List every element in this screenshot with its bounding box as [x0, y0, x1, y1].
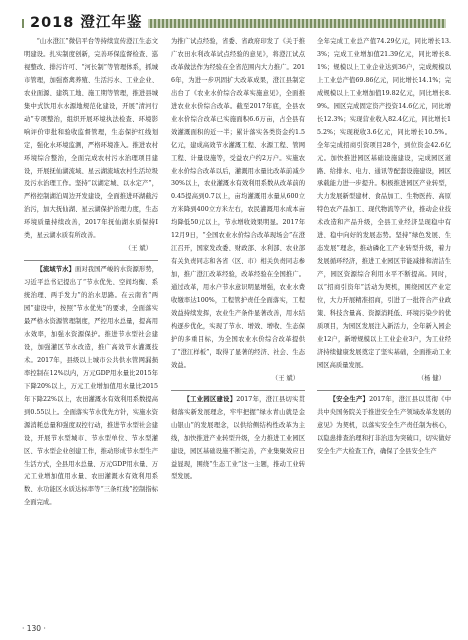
- yearbook-title: 2018 澄江年鉴: [24, 11, 148, 32]
- section-divider: [317, 390, 451, 391]
- section-divider: [171, 390, 305, 391]
- article-paragraph: [24, 264, 158, 510]
- page-number: · 130 ·: [22, 624, 46, 633]
- article-paragraph: “山水澄江”微信平台等持续宣传澄江生态文明建设。扎实制度创新，完善环保监督检查、巡视整改、排污许可、“河长制”等管理体系，抓城市管理，加强畜禽养殖、生活污水、工业企业、农业面源、建筑工地、施工期等管理，推进县城集中式饮用水水源地规范化建设，开展“清河行动”专项整治，组织开展环境执法检查、环境影响评价审批和验收监督管理，生态保护红线划定，强化水环境监测，严格环境准入。推进农村环境综合整治，全面完成农村污水治理项目建设，开展抚仙湖流域、星云湖流域农村生活垃圾及污水治理工作。坚持“以湖定城、以水定产”，严格控制湖泊周边开发建设，全面推进环湖截污治污，加大抚仙湖、星云湖保护治理力度，生态环境质量持续改善，2017年抚仙湖水质保持Ⅰ类，星云湖水质有所改善。: [24, 38, 158, 240]
- column-2: [171, 36, 305, 484]
- article-paragraph: 为推广试点经验，省委、省政府印发了《关于推广农田水利改革试点经验的意见》，将澄江试点改革做法作为经验在全省范围内大力推广。2016年，为进一步巩固扩大改革成果，澄江县制定出台了《农业水价综合改革实施意见》，全面推进农业水价综合改革。截至2017年底，全县农业水价综合改革已实施面积6.6万亩，占全县有效灌溉面积的近一半；累计落实各类资金约1.5亿元，建成高效节水灌溉工程、水源工程、管网工程、计量设施等，受益农户约2万户。实施农业水价综合改革以后，灌溉用水量比改革前减少30%以上，农业灌溉水有效利用系数从改革前的0.45提高到0.7以上，亩均灌溉用水量从600立方米降到400立方米左右，农民灌溉用水成本亩均降低50元以上，节水增收效果明显。2017年12月9日，“全国农业水价综合改革现场会”在澄江召开，国家发改委、财政部、水利部、农业部有关负责同志和各省（区、市）相关负责同志参加，推广澄江改革经验，改革经验在全国推广。通过改革，用水户节水意识明显增强，农业水费收缴率达100%，工程管护责任全面落实，工程效益持续发挥，农业生产条件显著改善，用水结构逐步优化，实现了节水、增效、增收、生态保护的多重目标，为全国农业水价综合改革提供了“澄江样板”，取得了显著的经济、社会、生态效益。: [171, 38, 305, 369]
- section-body: 2017年，澄江县以贯彻《中共中央国务院关于推进安全生产领域改革发展的意见》为契机，以落实安全生产责任制为核心，以隐患排查治理和打非治违为突破口，切实做好安全生产大检查工作，确保了全县安全生产: [317, 395, 451, 455]
- section-divider: [24, 260, 158, 261]
- author-signature: （王 斌）: [271, 374, 299, 382]
- article-paragraph: 全年完成工业总产值74.29亿元，同比增长13.3%；完成工业增加值21.39亿元，同比增长8.1%；规模以上工业企业达到36户，完成规模以上工业总产值69.86亿元，同比增长14.1%；完成规模以上工业增加值19.82亿元，同比增长8.9%。园区完成固定资产投资14.6亿元，同比增长12.3%；实现营业收入82.4亿元，同比增长15.2%；实现税收3.6亿元，同比增长10.5%。全年完成招商引资项目28个，到位资金42.6亿元。加快推进园区基础设施建设，完成园区道路、给排水、电力、通讯等配套设施建设，园区承载能力进一步提升。积极推进园区产业转型，大力发展新型建材、食品加工、生物医药、高原特色农产品加工、现代物流等产业，推动企业技术改造和产品升级，全县工业经济呈现稳中有进、稳中向好的发展态势。坚持“绿色发展、生态发展”理念，推动磷化工产业转型升级，着力发展循环经济，推进工业园区节能减排和清洁生产，园区资源综合利用水平不断提高。同时，以“招商引资年”活动为契机，围绕园区产业定位，大力开展精准招商，引进了一批符合产业政策、科技含量高、资源消耗低、环境污染少的优质项目，为园区发展注入新活力，全年新入园企业12户，新增规模以上工业企业3户，为工业经济持续健康发展奠定了坚实基础，全面推动工业园区高质量发展。: [317, 38, 451, 369]
- article-paragraph: [171, 394, 305, 485]
- section-heading: 【流域节水】: [36, 266, 75, 274]
- page-header: [0, 6, 468, 34]
- section-heading: 【工业园区建设】: [183, 395, 237, 403]
- author-signature: （王 斌）: [124, 245, 152, 253]
- article-paragraph: [317, 394, 451, 459]
- column-3: [317, 36, 451, 459]
- column-1: [24, 36, 158, 510]
- section-body: 2017年，澄江县切实贯彻落实新发展理念，牢牢把握“绿水青山就是金山银山”的发展理念，以供给侧结构性改革为主线，加快推进产业转型升级，全力推进工业园区建设，园区基础设施不断完善，产业集聚效应日益显现，围绕“生态工业”这一主题，推动工业转型发展。: [171, 395, 305, 481]
- section-heading: 【安全生产】: [329, 395, 370, 403]
- author-signature: （杨 健）: [417, 374, 445, 382]
- section-body: 面对我国严峻的水资源形势，习近平总书记提出了“节水优先、空间均衡、系统治理、两手发力”的治水思路。在云南省“两园”建设中，按照“节水优先”的要求，全面落实最严格水资源管理制度，严控用水总量，提高用水效率，加强水资源保护。推进节水型社会建设，加强灌区节水改造，推广高效节水灌溉技术。2017年，县级以上城市公共供水管网漏损率控制在12%以内，万元GDP用水量比2015年下降20%以上，万元工业增加值用水量比2015年下降22%以上，农田灌溉水有效利用系数提高到0.55以上。全面落实节水优先方针，实施水资源消耗总量和强度双控行动，推进节水型社会建设，开展节水型城市、节水型单位、节水型灌区、节水型企业创建工作，推动形成节水型生产生活方式，全县用水总量、万元GDP用水量、万元工业增加值用水量、农田灌溉水有效利用系数、水功能区水质达标率等“三条红线”控制指标全面完成。: [24, 266, 159, 507]
